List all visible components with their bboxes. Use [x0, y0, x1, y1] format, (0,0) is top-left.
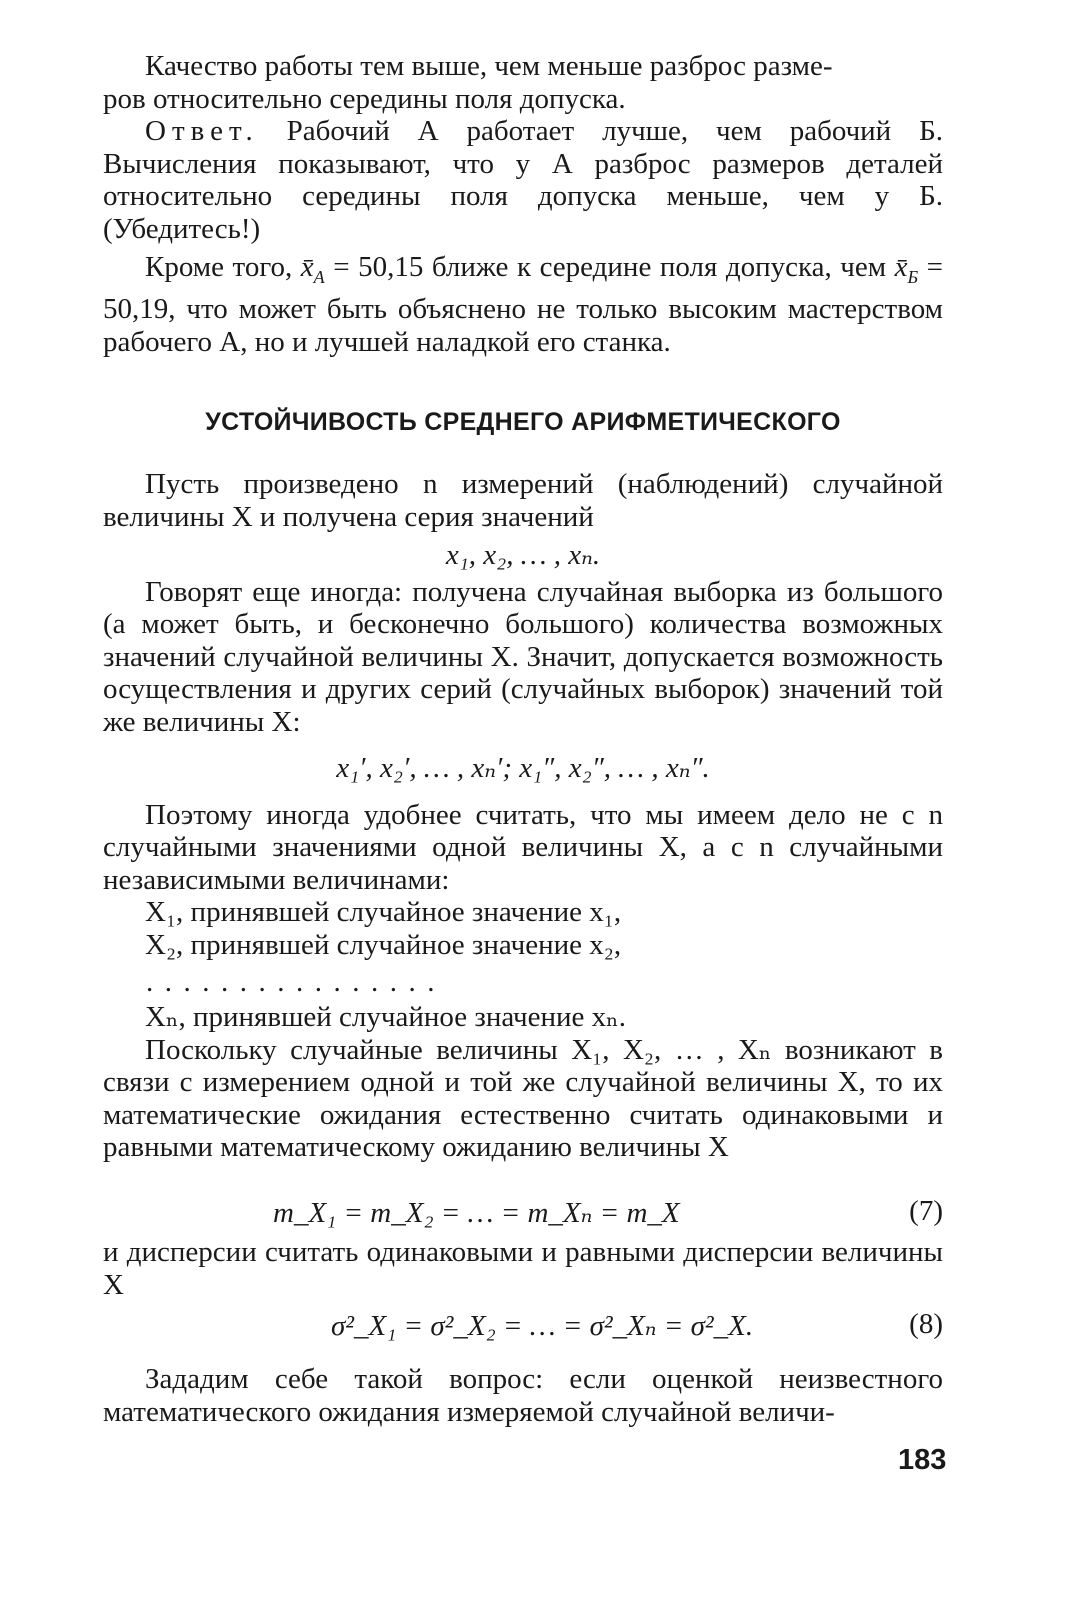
list-item-1: X₁, принявшей случайное значение x₁,: [145, 896, 622, 928]
paragraph-since: Поскольку случайные величины X₁, X₂, … , Xₙ возникают в связи с измерением одной и той же случайной величины X, то их математические ожидания естественно считать одинаковыми и равными математическому ожиданию величины X: [103, 1033, 943, 1163]
equation-7-number: (7): [909, 1195, 943, 1227]
paragraph-sample: Говорят еще иногда: получена случайная выборка из большого (а может быть, и бесконечно большого) количества возможных значений случайной величины X. Значит, допускается возможность осуществления и других серий (случайных выборок) значений той же величины X:: [103, 575, 943, 738]
besides-text-a: Кроме того,: [145, 251, 301, 283]
paragraph-therefore: Поэтому иногда удобнее считать, что мы имеем дело не с n случайными значениями одной величины X, а с n случайными независимыми величинами:: [103, 798, 943, 896]
text-block-lower: [103, 1001, 943, 1164]
mean-a-symbol: $x̄_A$: [300, 251, 325, 287]
equation-8-formula: σ²_X₁ = σ²_X₂ = … = σ²_Xₙ = σ²_X.: [331, 1310, 754, 1342]
quality-line-2: ров относительно середины поля допуска.: [103, 82, 626, 115]
list-item-2: X₂, принявшей случайное значение x₂,: [145, 928, 622, 961]
series-other-samples: x₁′, x₂′, … , xₙ′; x₁″, x₂″, … , xₙ″.: [336, 752, 710, 784]
equation-7-formula: m_X₁ = m_X₂ = … = m_Xₙ = m_X: [273, 1197, 680, 1229]
paragraph-dispersion: и дисперсии считать одинаковыми и равными дисперсии величины X: [103, 1236, 943, 1301]
text-block-bottom: [103, 1363, 943, 1428]
paragraph-answer: [103, 115, 943, 245]
answer-text: Рабочий А работает лучше, чем рабочий Б. Вычисления показывают, что у А разброс размеров деталей относительно середины поля допуска меньше, чем у Б. (Убедитесь!): [103, 115, 943, 245]
page-number: 183: [898, 1444, 947, 1476]
text-block-middle: [103, 468, 943, 961]
list-item-n: Xₙ, принявшей случайное значение xₙ.: [145, 1001, 626, 1033]
mean-b-symbol: $x̄_Б$: [894, 251, 919, 287]
quality-line-1: Качество работы тем выше, чем меньше разброс разме-: [145, 50, 833, 82]
besides-text-b: = 50,15 ближе к середине поля допуска, чем: [324, 251, 895, 283]
equation-8-number: (8): [909, 1308, 943, 1340]
answer-label: Ответ.: [145, 115, 259, 147]
section-heading: УСТОЙЧИВОСТЬ СРЕДНЕГО АРИФМЕТИЧЕСКОГО: [205, 408, 841, 436]
text-block-dispersion: [103, 1236, 943, 1301]
paragraph-question: Зададим себе такой вопрос: если оценкой неизвестного математического ожидания измеряемой случайной величи-: [103, 1363, 943, 1428]
text-block-top: [103, 50, 943, 358]
paragraph-quality: [103, 50, 943, 115]
list-ellipsis: ................: [146, 966, 446, 998]
paragraph-measurements: Пусть произведено n измерений (наблюдений) случайной величины X и получена серия значений: [103, 468, 943, 533]
series-values: x₁, x₂, … , xₙ.: [445, 539, 601, 571]
besides-text-c: = 50,19, что может быть объяснено не только высоким мастерством рабочего А, но и лучшей наладкой его станка.: [103, 251, 944, 358]
paragraph-besides: [103, 251, 943, 358]
